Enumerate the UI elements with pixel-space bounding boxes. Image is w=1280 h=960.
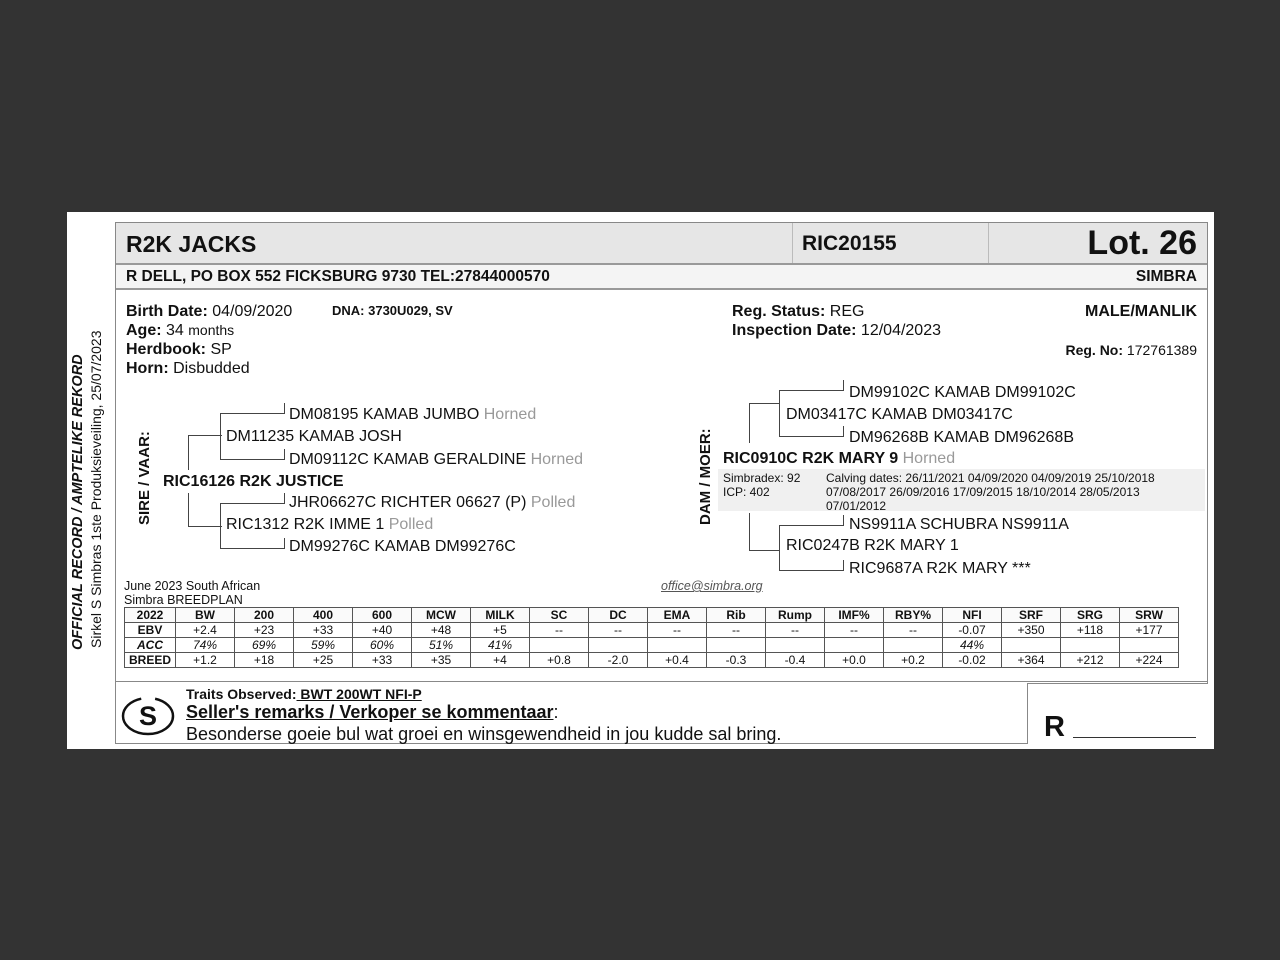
ebv-cell: +177 [1120,623,1179,638]
ebv-cell: +23 [235,623,294,638]
owner-bar [116,265,1207,290]
calving-dates-1: Calving dates: 26/11/2021 04/09/2020 04/09/2019 25/10/2018 [826,471,1155,485]
breed-row [125,653,1179,668]
ebv-header-row [125,608,1179,623]
sire-sire-dam: DM09112C KAMAB GERALDINE Horned [289,451,584,468]
price-currency: R [1044,711,1065,743]
acc-cell: ACC [125,638,176,653]
sire-name: RIC16126 R2K JUSTICE [163,473,344,490]
ebv-header-cell: SRF [1002,608,1061,623]
acc-cell [766,638,825,653]
ebv-header-cell: DC [589,608,648,623]
acc-cell [648,638,707,653]
breed-cell: +0.4 [648,653,707,668]
official-record-label: OFFICIAL RECORD / AMPTELIKE REKORD [70,354,86,650]
ebv-header-cell: MCW [412,608,471,623]
price-box [1027,683,1208,744]
ebv-header-cell: IMF% [825,608,884,623]
animal-name: R2K JACKS [126,231,257,257]
dam-label: DAM / MOER: [697,428,714,525]
sire-sire-sire: DM08195 KAMAB JUMBO Horned [289,406,537,423]
acc-cell [1061,638,1120,653]
ebv-cell: -- [707,623,766,638]
ebv-cell: +5 [471,623,530,638]
acc-cell: 69% [235,638,294,653]
ebv-cell: -- [884,623,943,638]
simbradex: Simbradex: 92 [723,471,801,485]
age: Age: 34 months [126,322,235,339]
ebv-header-cell: 200 [235,608,294,623]
dam-dam: RIC0247B R2K MARY 1 [786,537,959,554]
icp: ICP: 402 [723,485,770,499]
sex-label: MALE/MANLIK [1085,303,1197,320]
lot-number: Lot. 26 [1087,224,1197,262]
acc-cell [530,638,589,653]
breedplan-line-1: June 2023 South African [124,579,261,593]
acc-cell: 44% [943,638,1002,653]
price-input[interactable] [1073,737,1196,738]
simbra-logo [120,694,172,736]
remarks-heading: Seller's remarks / Verkoper se kommentaar: [186,702,559,722]
sire-dam-dam: DM99276C KAMAB DM99276C [289,538,516,555]
sire-dam-sire: JHR06627C RICHTER 06627 (P) Polled [289,494,576,511]
breed-cell: -0.3 [707,653,766,668]
ebv-table [124,607,1179,668]
breed-cell: +224 [1120,653,1179,668]
breedplan-line-2: Simbra BREEDPLAN [124,593,243,607]
breed-cell: +18 [235,653,294,668]
dam-dam-dam: RIC9687A R2K MARY *** [849,560,1031,577]
lot-card [67,212,1214,749]
breed-cell: +1.2 [176,653,235,668]
breed-cell: -0.02 [943,653,1002,668]
dam-sire: DM03417C KAMAB DM03417C [786,406,1013,423]
acc-cell: 41% [471,638,530,653]
remarks-text: Besonderse goeie bul wat groei en winsgewendheid in jou kudde sal bring. [186,724,782,744]
breed-cell: +0.2 [884,653,943,668]
svg-text:S: S [138,701,158,731]
birth-date: Birth Date: 04/09/2020 [126,303,293,320]
ebv-header-cell: SRG [1061,608,1120,623]
ebv-cell: +118 [1061,623,1120,638]
reg-status: Reg. Status: REG [732,303,865,320]
owner-details: R DELL, PO BOX 552 FICKSBURG 9730 TEL:27844000570 [126,268,550,285]
acc-row [125,638,1179,653]
dam-name: RIC0910C R2K MARY 9 Horned [723,450,956,467]
ebv-row [125,623,1179,638]
ebv-header-cell: NFI [943,608,1002,623]
breed-cell: +35 [412,653,471,668]
ebv-cell: -- [825,623,884,638]
ebv-cell: EBV [125,623,176,638]
acc-cell [884,638,943,653]
inspection-date: Inspection Date: 12/04/2023 [732,322,941,339]
ebv-header-cell: Rib [707,608,766,623]
ebv-cell: +2.4 [176,623,235,638]
registration-id: RIC20155 [802,232,897,255]
ebv-cell: -- [766,623,825,638]
sire-label: SIRE / VAAR: [136,431,153,525]
breed-cell: +0.8 [530,653,589,668]
breed-cell: +25 [294,653,353,668]
dam-dam-sire: NS9911A SCHUBRA NS9911A [849,516,1069,533]
ebv-header-cell: SC [530,608,589,623]
dam-sire-dam: DM96268B KAMAB DM96268B [849,429,1074,446]
dam-performance-box [718,469,1205,511]
ebv-header-cell: RBY% [884,608,943,623]
dam-sire-sire: DM99102C KAMAB DM99102C [849,384,1076,401]
breed-cell: -0.4 [766,653,825,668]
ebv-cell: +350 [1002,623,1061,638]
calving-dates-2: 07/08/2017 26/09/2016 17/09/2015 18/10/2014 28/05/2013 [826,485,1140,499]
sire-sire: DM11235 KAMAB JOSH [226,428,402,445]
ebv-cell: +33 [294,623,353,638]
acc-cell [707,638,766,653]
reg-number: Reg. No: 172761389 [1065,342,1197,358]
horn-status: Horn: Disbudded [126,360,250,377]
herdbook: Herdbook: SP [126,341,232,358]
acc-cell: 74% [176,638,235,653]
breed-cell: +33 [353,653,412,668]
acc-cell [1002,638,1061,653]
ebv-header-cell: 2022 [125,608,176,623]
breed-cell: -2.0 [589,653,648,668]
ebv-header-cell: Rump [766,608,825,623]
breed-label: SIMBRA [1135,268,1197,285]
ebv-header-cell: MILK [471,608,530,623]
ebv-cell: +40 [353,623,412,638]
ebv-header-cell: EMA [648,608,707,623]
sale-name-label: Sirkel S Simbras 1ste Produksieveiling, 25/07/2023 [88,330,104,648]
ebv-cell: -0.07 [943,623,1002,638]
acc-cell [825,638,884,653]
acc-cell: 51% [412,638,471,653]
title-bar [116,223,1207,265]
breed-cell: BREED [125,653,176,668]
calving-dates-3: 07/01/2012 [826,499,887,513]
breed-cell: +4 [471,653,530,668]
sire-dam: RIC1312 R2K IMME 1 Polled [226,516,434,533]
card-frame [115,222,1208,744]
acc-cell: 60% [353,638,412,653]
ebv-header-cell: 600 [353,608,412,623]
breed-cell: +364 [1002,653,1061,668]
ebv-cell: +48 [412,623,471,638]
ebv-header-cell: BW [176,608,235,623]
acc-cell: 59% [294,638,353,653]
breed-cell: +0.0 [825,653,884,668]
ebv-cell: -- [589,623,648,638]
ebv-cell: -- [648,623,707,638]
dna-info: DNA: 3730U029, SV [332,303,453,318]
traits-observed: Traits Observed: BWT 200WT NFI-P [186,686,422,702]
breed-cell: +212 [1061,653,1120,668]
acc-cell [1120,638,1179,653]
ebv-header-cell: 400 [294,608,353,623]
ebv-cell: -- [530,623,589,638]
ebv-header-cell: SRW [1120,608,1179,623]
breedplan-email-link[interactable]: office@simbra.org [661,579,763,593]
acc-cell [589,638,648,653]
